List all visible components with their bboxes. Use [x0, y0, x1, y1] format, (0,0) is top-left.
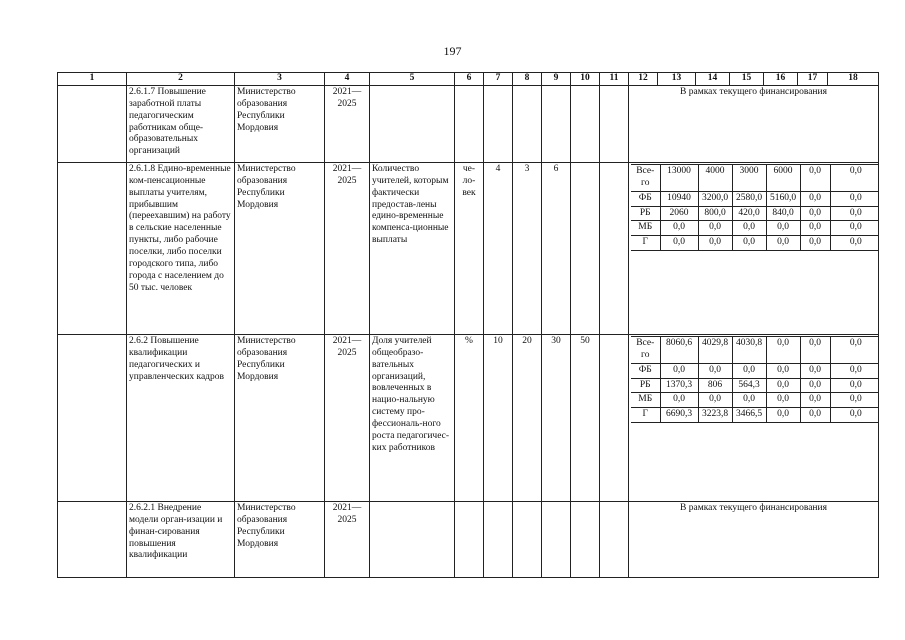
financing-cell: МБ: [631, 221, 660, 236]
financing-row: [631, 378, 879, 393]
header-cell: 6: [455, 73, 484, 86]
financing-note: В рамках текущего финансирования: [629, 85, 879, 162]
financing-cell: 10940: [660, 191, 698, 206]
page-number: 197: [443, 44, 462, 58]
financing-row: [631, 236, 879, 251]
period: 2021—2025: [325, 501, 370, 577]
financing-cell: 3200,0: [698, 191, 732, 206]
financing-cell: 4029,8: [698, 336, 732, 363]
header-cell: 16: [764, 73, 798, 86]
financing-cell: 0,0: [660, 221, 698, 236]
financing-cell: Г: [631, 408, 660, 423]
financing-cell: 0,0: [766, 236, 800, 251]
financing-cell: 0,0: [766, 336, 800, 363]
indicator-value: [513, 501, 542, 577]
indicator-value: [571, 85, 600, 162]
financing-cell: 0,0: [732, 363, 766, 378]
empty-cell: [58, 501, 127, 577]
financing-cell: 840,0: [766, 206, 800, 221]
financing-row: [631, 206, 879, 221]
financing-cell: 6690,3: [660, 408, 698, 423]
financing-cell: 0,0: [732, 221, 766, 236]
indicator-value: 30: [542, 334, 571, 501]
indicator-value: [571, 501, 600, 577]
financing-cell: 0,0: [830, 206, 879, 221]
indicator-value: [542, 501, 571, 577]
financing-cell: ФБ: [631, 191, 660, 206]
financing-cell: 0,0: [766, 393, 800, 408]
period: 2021—2025: [325, 162, 370, 334]
header-cell: 1: [58, 73, 127, 86]
indicator: [370, 85, 455, 162]
unit: %: [455, 334, 484, 501]
indicator-value: [571, 162, 600, 334]
indicator-value: 6: [542, 162, 571, 334]
financing-row: [631, 164, 879, 191]
header-cell: 17: [798, 73, 828, 86]
financing-cell: Г: [631, 236, 660, 251]
financing-cell: 0,0: [766, 408, 800, 423]
financing-cell: 5160,0: [766, 191, 800, 206]
financing-cell: 420,0: [732, 206, 766, 221]
indicator-value: [600, 334, 629, 501]
financing-row: [631, 393, 879, 408]
table-row: [58, 501, 879, 577]
indicator-value: [600, 85, 629, 162]
financing-cell: ФБ: [631, 363, 660, 378]
financing-cell: 3223,8: [698, 408, 732, 423]
indicator-value: [542, 85, 571, 162]
financing-cell: 0,0: [800, 236, 830, 251]
header-cell: 8: [513, 73, 542, 86]
financing-cell: 0,0: [830, 236, 879, 251]
financing-cell: 0,0: [800, 164, 830, 191]
financing-cell: 0,0: [766, 363, 800, 378]
empty-cell: [58, 85, 127, 162]
financing-cell: 0,0: [830, 378, 879, 393]
financing-cell: 0,0: [830, 408, 879, 423]
table-row: [58, 162, 879, 334]
table-row: [58, 334, 879, 501]
financing-cell: 0,0: [800, 408, 830, 423]
financing-cell: 0,0: [830, 221, 879, 236]
header-cell: 5: [370, 73, 455, 86]
financing-cell: 0,0: [830, 164, 879, 191]
header-cell: 7: [484, 73, 513, 86]
unit: че-ло-век: [455, 162, 484, 334]
financing-cell: 0,0: [830, 191, 879, 206]
indicator: Количество учителей, которым фактически предостав-лены едино-временные компенса-ционные выплаты: [370, 162, 455, 334]
indicator-value: 10: [484, 334, 513, 501]
financing-table: [631, 336, 879, 423]
financing-row: [631, 336, 879, 363]
indicator-value: [484, 501, 513, 577]
financing-cell: 4000: [698, 164, 732, 191]
empty-cell: [58, 334, 127, 501]
financing-cell: 1370,3: [660, 378, 698, 393]
financing-cell: 0,0: [766, 378, 800, 393]
header-cell: 12: [629, 73, 658, 86]
header-cell: 9: [542, 73, 571, 86]
header-cell: 15: [730, 73, 764, 86]
financing-cell: 0,0: [698, 221, 732, 236]
financing-note: В рамках текущего финансирования: [629, 501, 879, 577]
program-table: [57, 72, 879, 578]
unit: [455, 85, 484, 162]
indicator-value: [484, 85, 513, 162]
financing-cell: 3466,5: [732, 408, 766, 423]
measure-name: 2.6.1.7 Повышение заработной платы педагогическим работникам обще-образовательных организаций: [127, 85, 235, 162]
financing-cell: 8060,6: [660, 336, 698, 363]
financing-cell: 0,0: [698, 363, 732, 378]
financing-cell: 0,0: [660, 393, 698, 408]
executor: Министерство образования Республики Мордовия: [235, 501, 325, 577]
financing-cell: 0,0: [660, 363, 698, 378]
financing-cell: 2060: [660, 206, 698, 221]
indicator-value: 20: [513, 334, 542, 501]
financing-cell: 0,0: [830, 336, 879, 363]
financing-cell: 0,0: [698, 393, 732, 408]
header-cell: 13: [658, 73, 696, 86]
executor: Министерство образования Республики Мордовия: [235, 85, 325, 162]
indicator-value: [513, 85, 542, 162]
financing-cell: 0,0: [732, 393, 766, 408]
financing-cell: 0,0: [800, 221, 830, 236]
indicator-value: 3: [513, 162, 542, 334]
financing-cell: 0,0: [800, 336, 830, 363]
financing-cell: 0,0: [800, 206, 830, 221]
header-cell: 11: [600, 73, 629, 86]
measure-name: 2.6.2.1 Внедрение модели орган-изации и финан-сирования повышения квалификации: [127, 501, 235, 577]
unit: [455, 501, 484, 577]
financing-cell: 0,0: [800, 363, 830, 378]
empty-cell: [58, 162, 127, 334]
financing-cell: РБ: [631, 206, 660, 221]
period: 2021—2025: [325, 85, 370, 162]
financing-cell: МБ: [631, 393, 660, 408]
financing-cell: 6000: [766, 164, 800, 191]
header-cell: 2: [127, 73, 235, 86]
header-cell: 4: [325, 73, 370, 86]
executor: Министерство образования Республики Мордовия: [235, 162, 325, 334]
financing-cell: 0,0: [732, 236, 766, 251]
indicator: Доля учителей общеобразо-вательных организаций, вовлеченных в нацио-нальную систему про-фессиональ-ного роста педагогичес-ких работников: [370, 334, 455, 501]
financing-table: [631, 164, 879, 251]
financing-cell: 0,0: [698, 236, 732, 251]
financing-cell: Все-го: [631, 164, 660, 191]
financing-row: [631, 408, 879, 423]
financing-cell: 0,0: [660, 236, 698, 251]
period: 2021—2025: [325, 334, 370, 501]
financing-cell: 0,0: [800, 191, 830, 206]
executor: Министерство образования Республики Мордовия: [235, 334, 325, 501]
financing-cell: 0,0: [800, 378, 830, 393]
financing-row: [631, 363, 879, 378]
header-row: [58, 73, 879, 86]
financing-block: [629, 334, 879, 501]
financing-cell: 4030,8: [732, 336, 766, 363]
financing-cell: Все-го: [631, 336, 660, 363]
financing-cell: 13000: [660, 164, 698, 191]
indicator-value: [600, 162, 629, 334]
financing-row: [631, 221, 879, 236]
financing-cell: 0,0: [830, 393, 879, 408]
financing-cell: 800,0: [698, 206, 732, 221]
financing-cell: 0,0: [766, 221, 800, 236]
header-cell: 3: [235, 73, 325, 86]
financing-cell: 0,0: [800, 393, 830, 408]
financing-cell: 3000: [732, 164, 766, 191]
indicator: [370, 501, 455, 577]
financing-block: [629, 162, 879, 334]
measure-name: 2.6.2 Повышение квалификации педагогических и управленческих кадров: [127, 334, 235, 501]
measure-name: 2.6.1.8 Едино-временные ком-пенсационные выплаты учителям, прибывшим (переехавшим) на работу в сельские населенные пункты, либо рабочие поселки, либо поселки городского типа, либо города с населением до 50 тыс. человек: [127, 162, 235, 334]
table-row: [58, 85, 879, 162]
financing-cell: 2580,0: [732, 191, 766, 206]
financing-cell: 0,0: [830, 363, 879, 378]
header-cell: 10: [571, 73, 600, 86]
financing-cell: 806: [698, 378, 732, 393]
header-cell: 18: [828, 73, 879, 86]
financing-cell: 564,3: [732, 378, 766, 393]
financing-cell: РБ: [631, 378, 660, 393]
indicator-value: 50: [571, 334, 600, 501]
header-cell: 14: [696, 73, 730, 86]
indicator-value: [600, 501, 629, 577]
financing-row: [631, 191, 879, 206]
indicator-value: 4: [484, 162, 513, 334]
